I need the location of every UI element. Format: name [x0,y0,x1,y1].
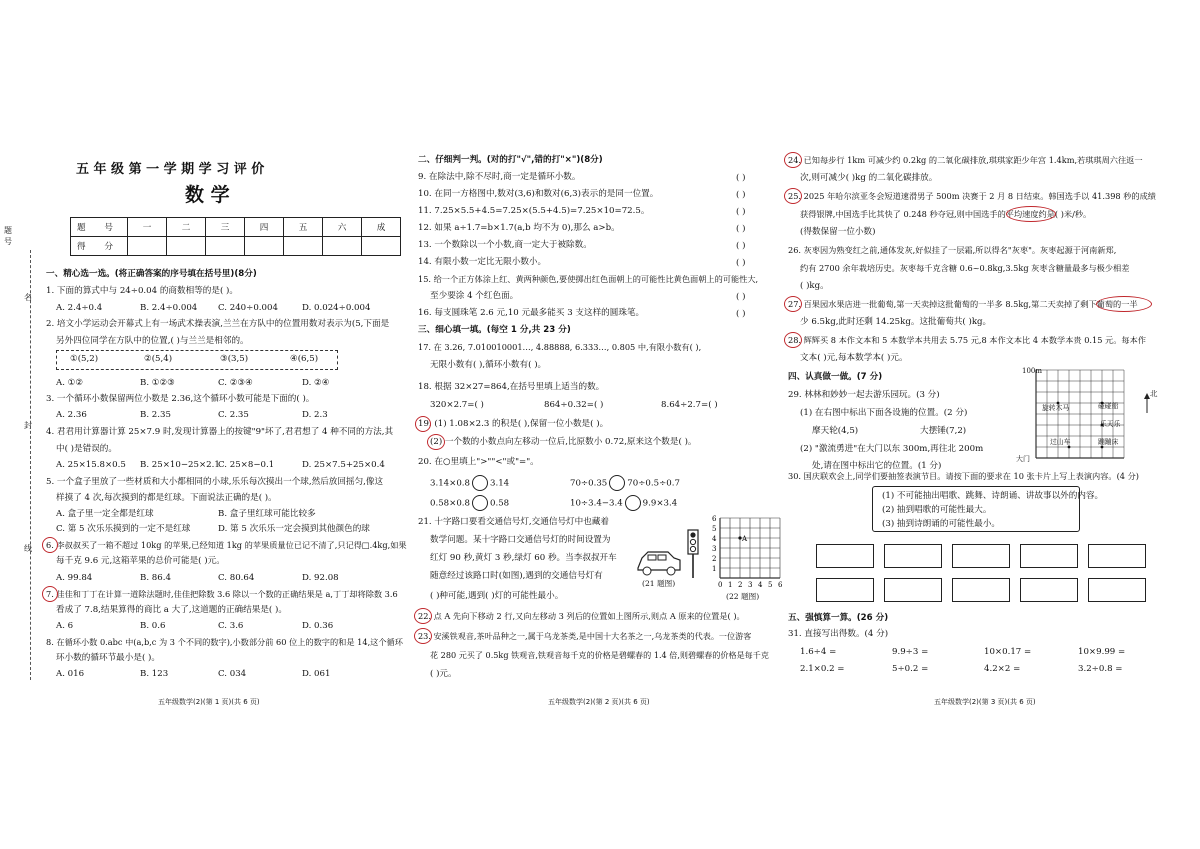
page-3-footer: 五年级数学(2)(第 3 页)(共 6 页) [934,698,1036,706]
score-cell[interactable] [167,237,206,256]
question-6-line-2: 每千克 9.6 元,这箱苹果的总价可能是( )元。 [56,556,225,566]
q7-option-b: B. 0.6 [140,621,166,631]
map-gate-label: 大门 [1016,455,1030,463]
question-26-line-3: ( )kg。 [800,281,829,291]
red-mark-q23 [414,628,432,644]
subject-title: 数 学 [185,184,230,206]
question-15-line-2: 至少要涂 4 个红色面。 [430,291,519,301]
q2-pair-4: ④(6,5) [290,354,319,364]
question-17-line-1: 17. 在 3.26, 7.010010001…, 4.88888, 6.333…, 0.805 中,有限小数有( ), [418,342,702,352]
q2-pair-3: ③(3,5) [220,354,249,364]
score-cell[interactable] [206,237,245,256]
q29-part-1: (1) 在右图中标出下面各设施的位置。(2 分) [800,408,968,418]
q20-expr-3: 70÷0.35 [570,478,608,489]
map-label-coaster: 过山车 [1050,438,1071,446]
q8-option-c: C. 034 [218,669,247,679]
margin-label-3: 名 [24,293,32,302]
q31-item-6: 5÷0.2 = [892,664,929,674]
q9-answer[interactable]: ( ) [736,173,746,183]
q20-expr-7: 10÷3.4−3.4 [570,498,623,509]
score-col: 一 [128,218,167,237]
q6-option-c: C. 80.64 [218,573,255,583]
question-24-line-2: 次,则可减少( )kg 的二氧化碳排放。 [800,173,938,183]
grid-x-tick: 1 [728,581,733,589]
question-26-line-1: 26. 灰枣因为熟变红之前,通体发灰,好似挂了一层霜,所以得名"灰枣"。灰枣起源于河南新郑, [788,245,1117,255]
card-1[interactable] [816,544,874,568]
page-2 [416,0,786,849]
grid-y-tick: 3 [712,545,717,553]
question-6-line-1: 6. 李叔叔买了一箱不超过 10kg 的苹果,已经知道 1kg 的苹果质量位已记不清了,只记得□.4kg,如果 [46,540,407,550]
north-arrow-icon [1143,392,1151,414]
question-18: 18. 根据 32×27=864,在括号里填上适当的数。 [418,382,605,392]
traffic-light-car-figure [634,528,712,580]
q29-item-2: 大摆锤(7,2) [920,426,967,436]
q31-item-8: 3.2÷0.8 = [1078,664,1123,674]
question-10: 10. 在同一方格图中,数对(3,6)和数对(6,3)表示的是同一位置。 [418,189,659,199]
score-cell[interactable] [323,237,362,256]
q31-item-7: 4.2×2 = [984,664,1021,674]
score-cell[interactable] [128,237,167,256]
q30-requirement-3: (3) 抽到诗朗诵的可能性最小。 [882,519,1001,529]
question-4-line-1: 4. 君君用计算器计算 25×7.9 时,发现计算器上的按键"9"坏了,君君想了 4 种不同的方法,其 [46,427,394,437]
grid-y-tick: 5 [712,525,717,533]
coordinate-grid [708,512,790,590]
red-mark-speed [1006,206,1056,222]
q31-item-4: 10×9.99 = [1078,647,1126,657]
q7-option-a: A. 6 [56,621,74,631]
question-9: 9. 在除法中,除不尽时,商一定是循环小数。 [418,172,581,182]
question-20: 20. 在○里填上">""<"或"="。 [418,457,539,467]
q2-option-d: D. ②④ [302,378,330,388]
q5-option-b: B. 盒子里红球可能比较多 [218,509,316,519]
card-3[interactable] [952,544,1010,568]
q6-option-a: A. 99.84 [56,573,93,583]
q6-option-d: D. 92.08 [302,573,339,583]
compare-circle[interactable] [625,495,641,511]
card-4[interactable] [1020,544,1078,568]
section-5-heading: 五、强慎算一算。(26 分) [788,613,889,623]
map-label-trampoline: 蹦蹦床 [1098,438,1119,446]
grid-y-tick: 6 [712,515,717,523]
q20-row-1-right [570,475,680,491]
score-col: 四 [245,218,284,237]
q10-answer[interactable]: ( ) [736,190,746,200]
q18-item-2: 864÷0.32=( ) [544,400,604,410]
question-27-line-1: 27. 百果园水果店进一批葡萄,第一天卖掉这批葡萄的一半多 8.5kg,第二天卖掉了剩下葡萄的一半 [788,299,1138,309]
grid-x-tick: 5 [768,581,773,589]
card-9[interactable] [1020,578,1078,602]
card-10[interactable] [1088,578,1146,602]
score-col: 三 [206,218,245,237]
q4-option-b: B. 25×10−25×2.1 [140,460,220,470]
question-8-line-1: 8. 在循环小数 0.abc 中(a,b,c 为 3 个不同的数字),小数部分前 60 位上的数字的和是 14,这个循环 [46,637,403,647]
map-facility-dot [1068,446,1071,449]
margin-label-2: 号 [4,237,12,246]
q2-pair-2: ②(5,4) [144,354,173,364]
red-mark-q22 [414,608,432,624]
question-29: 29. 林林和妙妙一起去游乐园玩。(3 分) [788,390,940,400]
park-map-grid [1028,366,1132,466]
map-label-carousel: 旋转木马 [1042,404,1070,412]
question-13: 13. 一个数除以一个小数,商一定大于被除数。 [418,240,592,250]
red-mark-q19 [415,416,431,432]
grid-x-tick: 2 [738,581,743,589]
question-21-line-2: 数学问题。某十字路口交通信号灯的时间设置为 [430,535,611,545]
q16-answer[interactable]: ( ) [736,309,746,319]
score-col: 五 [284,218,323,237]
question-19-line-2: (2) 一个数的小数点向左移动一位后,比原数小 0.72,原来这个数是( )。 [430,437,697,447]
score-cell[interactable] [245,237,284,256]
q5-option-a: A. 盒子里一定全都是红球 [56,509,154,519]
red-mark-q24 [784,152,802,168]
margin-dashed-line [30,250,31,680]
red-mark-q19-2 [427,434,445,450]
q20-expr-1: 3.14×0.8 [430,478,471,489]
map-scale-label: 100m [1022,367,1042,375]
q20-expr-8: 9.9×3.4 [642,498,678,509]
compare-circle[interactable] [472,495,488,511]
card-5[interactable] [1088,544,1146,568]
question-25-line-1: 25. 2025 年哈尔滨亚冬会短道速滑男子 500m 决赛于 2 月 8 日结束。韩国选手以 41.398 秒的成绩 [788,191,1156,201]
score-col: 六 [323,218,362,237]
q3-option-b: B. 2.35 [140,410,171,420]
question-15-line-1: 15. 给一个正方体涂上红、黄两种颜色,要使掷出红色面朝上的可能性比黄色面朝上的可能性大, [418,274,759,284]
q29-part-2-line-2: 处,请在图中标出它的位置。(1 分) [812,461,942,471]
question-21-line-1: 21. 十字路口要看交通信号灯,交通信号灯中也藏着 [418,517,610,527]
q4-option-d: D. 25×7.5+25×0.4 [302,460,385,470]
page-1-footer: 五年级数学(2)(第 1 页)(共 6 页) [158,698,260,706]
q2-pair-1: ①(5,2) [70,354,99,364]
question-5-line-2: 样摸了 4 次,每次摸到的都是红球。下面说法正确的是( )。 [56,493,277,503]
section-4-heading: 四、认真做一做。(7 分) [788,372,883,382]
score-col: 二 [167,218,206,237]
q3-option-a: A. 2.36 [56,410,87,420]
question-31: 31. 直接写出得数。(4 分) [788,629,889,639]
section-1-heading: 一、精心选一选。(将正确答案的序号填在括号里)(8分) [46,269,257,279]
q1-option-d: D. 0.024÷0.004 [302,303,371,313]
q2-option-b: B. ①②③ [140,378,175,388]
map-facility-dot [1101,446,1104,449]
q5-option-c: C. 第 5 次乐乐摸到的一定不是红球 [56,524,191,534]
q2-option-a: A. ①② [56,378,84,388]
card-8[interactable] [952,578,1010,602]
q29-part-2-line-1: (2) "激流勇进"在大门以东 300m,再往北 200m [800,444,984,454]
map-label-bumper-boat: 碰碰船 [1098,402,1119,410]
fig-22-caption: (22 题图) [726,592,760,601]
map-label-letianle: 乐天乐 [1100,420,1121,428]
question-3: 3. 一个循环小数保留两位小数是 2.36,这个循环小数可能是下面的( )。 [46,394,315,404]
q15-answer[interactable]: ( ) [736,292,746,302]
question-17-line-2: 无限小数有( ),循环小数有( )。 [430,360,547,370]
q8-option-d: D. 061 [302,669,331,679]
q18-item-1: 320×2.7=( ) [430,400,484,410]
question-19-line-1: 19. (1) 1.08×2.3 的积是( ),保留一位小数是( )。 [418,419,609,429]
q29-item-1: 摩天轮(4,5) [812,426,859,436]
q31-item-3: 10×0.17 = [984,647,1032,657]
question-24-line-1: 24. 已知每步行 1km 可减少约 0.2kg 的二氧化碳排放,琪琪家距少年宫 1.4km,若琪琪周六往返一 [788,155,1143,165]
grid-x-tick: 6 [778,581,783,589]
red-mark-q7 [42,586,58,602]
question-21-line-5: ( )种可能,遇到( )灯的可能性最小。 [430,591,564,601]
red-mark-q6 [42,537,58,553]
question-21-line-4: 随意经过该路口时(如图),遇到的交通信号灯有 [430,571,603,581]
question-14: 14. 有限小数一定比无限小数小。 [418,257,547,267]
grid-y-tick: 1 [712,565,717,573]
card-2[interactable] [884,544,942,568]
q31-item-1: 1.6÷4 = [800,647,837,657]
q4-option-c: C. 25×8−0.1 [218,460,275,470]
q1-option-c: C. 240÷0.004 [218,303,278,313]
q5-option-d: D. 第 5 次乐乐一定会摸到其他颜色的球 [218,524,370,534]
q1-option-b: B. 2.4÷0.004 [140,303,198,313]
q20-expr-4: 70÷0.5÷0.7 [627,478,680,489]
q14-answer[interactable]: ( ) [736,258,746,268]
grid-y-tick: 4 [712,535,717,543]
q3-option-d: D. 2.3 [302,410,328,420]
grid-x-tick: 0 [718,581,723,589]
question-16: 16. 每支圆珠笔 2.6 元,10 元最多能买 3 支这样的圆珠笔。 [418,308,645,318]
question-11: 11. 7.25×5.5+4.5=7.25×(5.5+4.5)=7.25×10=72.5。 [418,206,650,216]
q7-option-c: C. 3.6 [218,621,244,631]
question-12: 12. 如果 a÷1.7=b×1.7(a,b 均不为 0),那么 a>b。 [418,223,620,233]
card-6[interactable] [816,578,874,602]
question-22: 22. 点 A 先向下移动 2 行,又向左移动 3 列后的位置如上图所示,则点 A 原来的位置是( )。 [418,611,745,621]
grid-y-tick: 2 [712,555,717,563]
q30-requirement-1: (1) 不可能抽出唱歌、跳舞、诗朗诵、讲故事以外的内容。 [882,491,1104,501]
red-mark-q27 [784,296,802,312]
north-label: 北 [1150,389,1158,398]
q12-answer[interactable]: ( ) [736,224,746,234]
question-23-line-1: 23. 安溪铁观音,茶叶品种之一,属于乌龙茶类,是中国十大名茶之一,乌龙茶类的代表。一位游客 [418,631,752,641]
compare-circle[interactable] [609,475,625,491]
score-col: 成 [362,218,401,237]
q3-option-c: C. 2.35 [218,410,249,420]
question-25-line-2: 获得银牌,中国选手比其快了 0.248 秒夺冠,则中国选手的平均速度约是( )米/秒。 [800,209,1092,219]
q20-expr-2: 3.14 [490,478,510,489]
compare-circle[interactable] [472,475,488,491]
question-30: 30. 国庆联欢会上,同学们要抽签表演节目。请按下面的要求在 10 张卡片上写上表演内容。(4 分) [788,471,1139,481]
red-mark-remaining [1096,296,1152,312]
score-cell[interactable] [362,237,401,256]
q13-answer[interactable]: ( ) [736,241,746,251]
q20-expr-6: 0.58 [490,498,510,509]
q1-option-a: A. 2.4÷0.4 [56,303,103,313]
score-cell[interactable] [284,237,323,256]
fig-21-caption: (21 题图) [642,579,676,588]
q18-item-3: 8.64÷2.7=( ) [661,400,718,410]
question-5-line-1: 5. 一个盒子里放了一些材质和大小都相同的小球,乐乐每次摸出一个球,然后放回摇匀,像这 [46,477,384,487]
grid-x-tick: 4 [758,581,763,589]
score-table [70,217,401,256]
section-2-heading: 二、仔细判一判。(对的打"√",错的打"×")(8分) [418,155,603,165]
q8-option-a: A. 016 [56,669,85,679]
page-1-title: 五 年 级 第 一 学 期 学 习 评 价 [76,162,265,177]
question-4-line-2: 中( )是错误的。 [56,444,117,454]
card-7[interactable] [884,578,942,602]
question-2-line-2: 另外四位同学在方队中的位置,( )与兰兰是相邻的。 [56,336,249,346]
q30-requirement-2: (2) 抽到唱歌的可能性最大。 [882,505,992,515]
red-mark-q25 [784,188,802,204]
question-23-line-3: ( )元。 [430,669,457,679]
q31-item-5: 2.1×0.2 = [800,664,845,674]
q6-option-b: B. 86.4 [140,573,171,583]
question-28-line-2: 文本( )元,每本数学本( )元。 [800,353,908,363]
margin-label-5: 线 [24,544,32,553]
question-2-line-1: 2. 培文小学运动会开幕式上有一场武术操表演,兰兰在方队中的位置用数对表示为(5,下面是 [46,319,390,329]
margin-label-4: 封 [24,421,32,430]
page-3 [788,0,1193,849]
q20-row-1-left [430,475,509,491]
page-2-footer: 五年级数学(2)(第 2 页)(共 6 页) [548,698,650,706]
q20-expr-5: 0.58×0.8 [430,498,471,509]
question-1: 1. 下面的算式中与 24÷0.04 的商数相等的是( )。 [46,286,239,296]
q2-option-c: C. ②③④ [218,378,253,388]
question-8-line-2: 环小数的循环节最小是( )。 [56,653,160,663]
q4-option-a: A. 25×15.8×0.5 [56,460,126,470]
question-21-line-3: 红灯 90 秒,黄灯 3 秒,绿灯 60 秒。当李叔叔开车 [430,553,617,563]
question-7-line-2: 看成了 7.8,结果算得的商比 a 大了,这道题的正确结果是( )。 [56,605,287,615]
score-header: 题 号 [71,218,128,237]
question-27-line-2: 少 6.5kg,此时还剩 14.25kg。这批葡萄共( )kg。 [800,317,992,327]
question-25-line-3: (得数保留一位小数) [800,227,876,237]
margin-label-1: 题 [4,226,12,235]
q7-option-d: D. 0.36 [302,621,334,631]
red-mark-q28 [784,332,802,348]
q8-option-b: B. 123 [140,669,169,679]
page-1 [40,0,405,849]
q11-answer[interactable]: ( ) [736,207,746,217]
q20-row-2-right [570,495,677,511]
question-28-line-1: 28. 辉辉买 8 本作文本和 5 本数学本共用去 5.75 元,8 本作文本比 4 本数学本贵 0.15 元。每本作 [788,335,1146,345]
grid-x-tick: 3 [748,581,753,589]
section-3-heading: 三、细心填一填。(每空 1 分,共 23 分) [418,325,571,335]
q31-item-2: 9.9÷3 = [892,647,929,657]
question-26-line-2: 约有 2700 余年栽培历史。灰枣每千克含糖 0.6~0.8kg,3.5kg 灰枣含糖量最多与极少相差 [800,263,1130,273]
question-23-line-2: 花 280 元买了 0.5kg 铁观音,铁观音每千克的价格是碧螺春的 1.4 倍,则碧螺春的价格是每千克 [430,650,769,660]
question-7-line-1: 7. 佳佳和丁丁在计算一道除法题时,佳佳把除数 3.6 除以一个数的正确结果是 a,丁丁却将除数 3.6 [46,589,398,599]
q20-row-2-left [430,495,509,511]
score-label: 得 分 [71,237,128,256]
point-a-label: A [742,535,748,543]
